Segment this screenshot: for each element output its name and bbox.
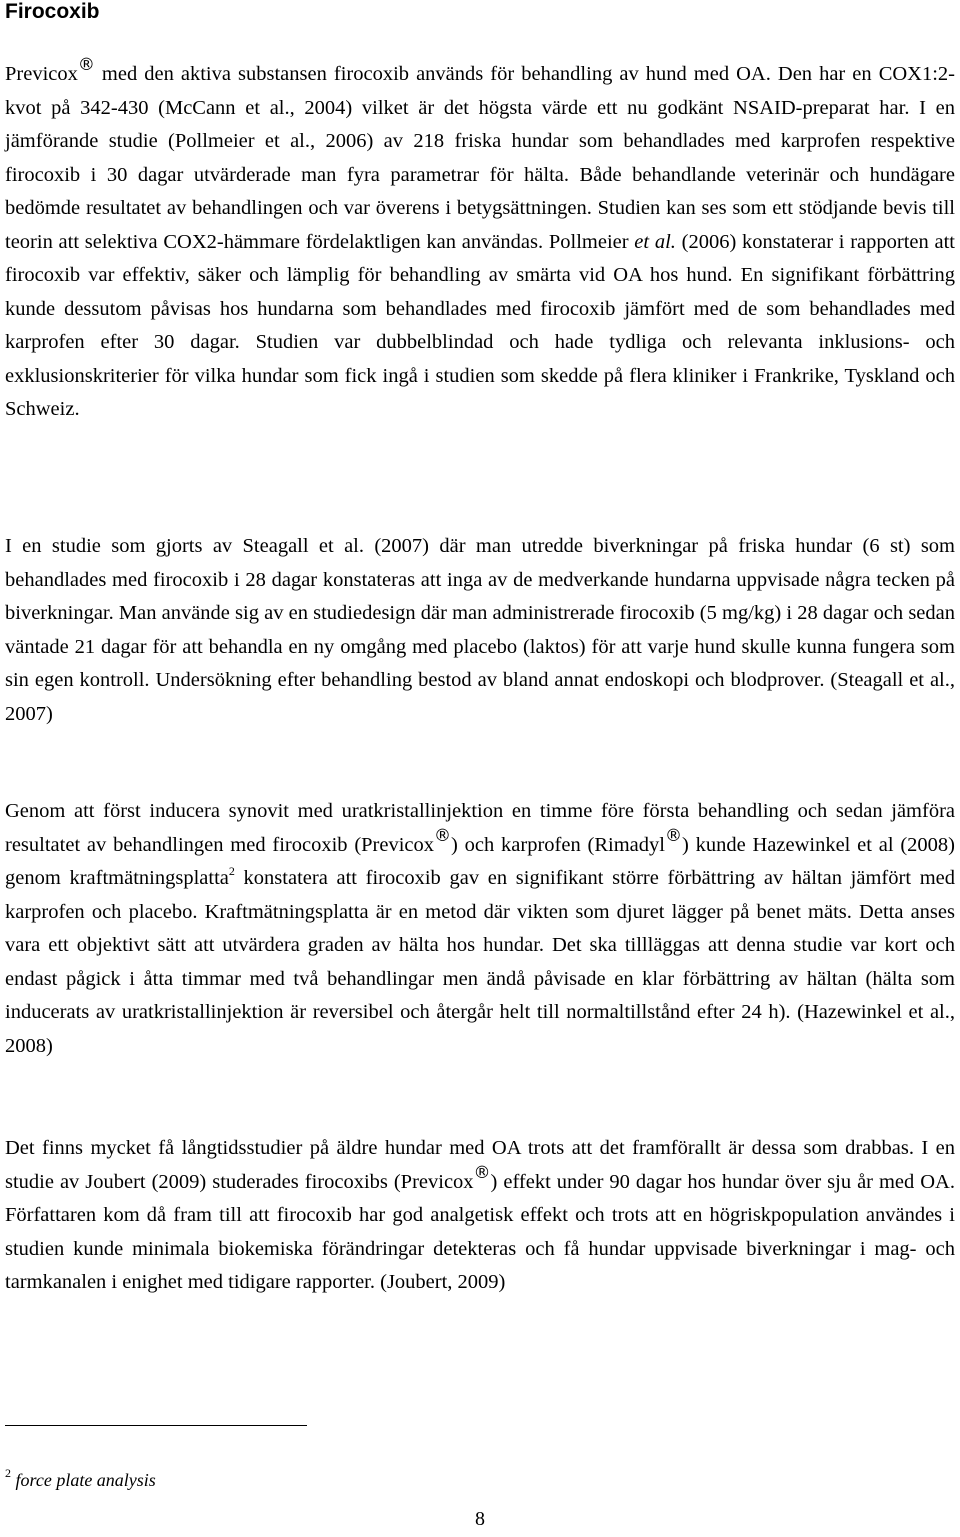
footnote-reference: 2 (228, 864, 235, 878)
text-run: ) och karprofen (Rimadyl (451, 833, 665, 856)
text-run: ) kunde Hazewinkel et al (2008) genom kraftmätningsplatta (5, 833, 955, 889)
registered-mark: ® (434, 825, 452, 846)
registered-mark: ® (664, 825, 682, 846)
text-run: (2006) konstaterar i rapporten att firocoxib var effektiv, säker och lämplig för behandling av smärta vid OA hos hund. En signifikant förbättring kunde dessutom påvisas hos hundarna som behandlades med firocoxib jämfört med de som behandlades med karprofen efter 30 dagar. Studien var dubbelblindad och hade tydliga och relevanta inklusions- och exklusionskriterier för vilka hundar som fick ingå i studien som skedde på flera kliniker i Frankrike, Tyskland och Schweiz. (5, 230, 955, 420)
footnote-divider (5, 1425, 307, 1426)
footnote (5, 1466, 156, 1491)
paragraph-3 (5, 795, 955, 1063)
registered-mark: ® (77, 55, 95, 75)
paragraph-4 (5, 1132, 955, 1300)
footnote-text: force plate analysis (15, 1470, 156, 1490)
footnote-number: 2 (5, 1466, 11, 1480)
text-run: konstatera att firocoxib gav en signifikant större förbättring av hältan jämfört med karprofen och placebo. Kraftmätningsplatta är en metod där vikten som djuret lägger på benet mäts. Detta anses vara ett objektivt sätt att utvärdera graden av hälta hos hundar. Det ska tillläggas att denna studie var kort och endast pågick i åtta timmar med två behandlingar men ändå påvisade en klar förbättring av hältan (hälta som inducerats av uratkristallinjektion är reversibel och återgår helt till normaltillstånd efter 24 h). (Hazewinkel et al., 2008) (5, 867, 955, 1057)
section-heading: Firocoxib (5, 0, 100, 23)
text-run: Genom att först inducera synovit med uratkristallinjektion en timme före första behandling och sedan jämföra resultatet av behandlingen med firocoxib (Previcox (5, 800, 955, 856)
paragraph-1 (5, 55, 955, 427)
text-run: Det finns mycket få långtidsstudier på äldre hundar med OA trots att det framförallt är dessa som drabbas. I en studie av Joubert (2009) studerades firocoxibs (Previcox (5, 1137, 955, 1193)
text-run: Previcox (5, 63, 78, 85)
paragraph-2: I en studie som gjorts av Steagall et al. (2007) där man utredde biverkningar på friska hundar (6 st) som behandlades med firocoxib i 28 dagar konstateras att inga av de medverkande hundarna uppvisade några tecken på biverkningar. Man använde sig av en studiedesign där man administrerade firocoxib (5 mg/kg) i 28 dagar och sedan väntade 21 dagar för att behandla en ny omgång med placebo (laktos) för att varje hund skulle kunna fungera som sin egen kontroll. Undersökning efter behandling bestod av bland annat endoskopi och blodprover. (Steagall et al., 2007) (5, 535, 955, 725)
text-run: ) effekt under 90 dagar hos hundar över sju år med OA. Författaren kom då fram till att firocoxib har god analgetisk effekt och trots att en högriskpopulation användes i studien kunde minimala biokemiska förändringar detekteras och få hundar uppvisade biverkningar i mag- och tarmkanalen i enighet med tidigare rapporter. (Joubert, 2009) (5, 1170, 955, 1293)
italic-text: et al. (634, 230, 676, 253)
registered-mark: ® (473, 1162, 491, 1183)
page-number: 8 (475, 1508, 485, 1530)
text-run: med den aktiva substansen firocoxib används för behandling av hund med OA. Den har en COX1:2-kvot på 342-430 (McCann et al., 2004) vilket är det högsta värde ett nu godkänt NSAID-preparat har. I en jämförande studie (Pollmeier et al., 2006) av 218 friska hundar som behandlades med karprofen respektive firocoxib i 30 dagar utvärderade man fyra parametrar för hälta. Både behandlande veterinär och hundägare bedömde resultatet av behandlingen och var överens i betygsättningen. Studien kan ses som ett stödjande bevis till teorin att selektiva COX2-hämmare fördelaktligen kan användas. Pollmeier (5, 63, 955, 253)
